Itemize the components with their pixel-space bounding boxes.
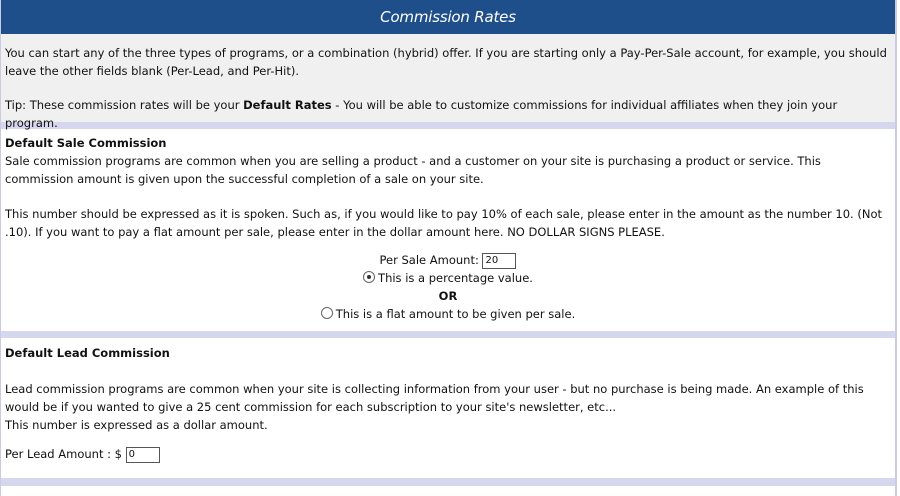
intro-section [1,34,895,130]
page-title: Commission Rates [1,0,895,34]
sale-amount-label: Per Sale Amount: [379,253,479,267]
sale-commission-section [1,129,895,331]
flat-amount-radio[interactable] [321,307,333,319]
sale-instructions: This number should be expressed as it is spoken. Such as, if you would like to pay 10% of each sale, please enter in the amount as the number 10. (Not .10). If you want to pay a flat amount per sale, please enter in the dollar amount here. NO DOLLAR SIGNS PLEASE. [5,207,882,239]
sale-section-title: Default Sale Commission [5,136,167,150]
lead-note: This number is expressed as a dollar amount. [5,418,268,432]
lead-section-title: Default Lead Commission [5,346,170,360]
percentage-option-label: This is a percentage value. [378,271,533,285]
percentage-radio[interactable] [363,271,375,283]
lead-amount-label: Per Lead Amount : $ [5,447,122,461]
section-divider [1,478,895,486]
sale-amount-input[interactable]: 20 [482,253,516,269]
flat-amount-option-label: This is a flat amount to be given per sale. [335,307,576,321]
tip-prefix: Tip: These commission rates will be your [5,98,244,112]
tip-suffix: - You will be able to customize commissions for individual affiliates when they join your program. [5,98,838,130]
flat-amount-option[interactable] [5,305,891,323]
sale-amount-form [5,251,891,323]
section-divider [1,331,895,338]
sale-amount-row [5,251,891,269]
or-label: OR [438,289,458,303]
percentage-option[interactable] [5,269,891,287]
intro-text: You can start any of the three types of programs, or a combination (hybrid) offer. If you are starting only a Pay-Per-Sale account, for example, you should leave the other fields blank (Per-Lead, and Per-Hit). [5,46,887,78]
sale-description: Sale commission programs are common when you are selling a product - and a customer on your site is purchasing a product or service. This commission amount is given upon the successful completion of a sale on your site. [5,154,821,186]
lead-amount-row [5,445,891,463]
tip-default-rates: Default Rates [243,98,332,112]
lead-commission-section [1,338,895,463]
lead-description: Lead commission programs are common when your site is collecting information from your user - but no purchase is being made. An example of this would be if you wanted to give a 25 cent commission for each subscription to your site's newsletter, etc... [5,382,864,414]
lead-amount-input[interactable]: 0 [126,447,160,463]
section-divider [1,122,895,129]
